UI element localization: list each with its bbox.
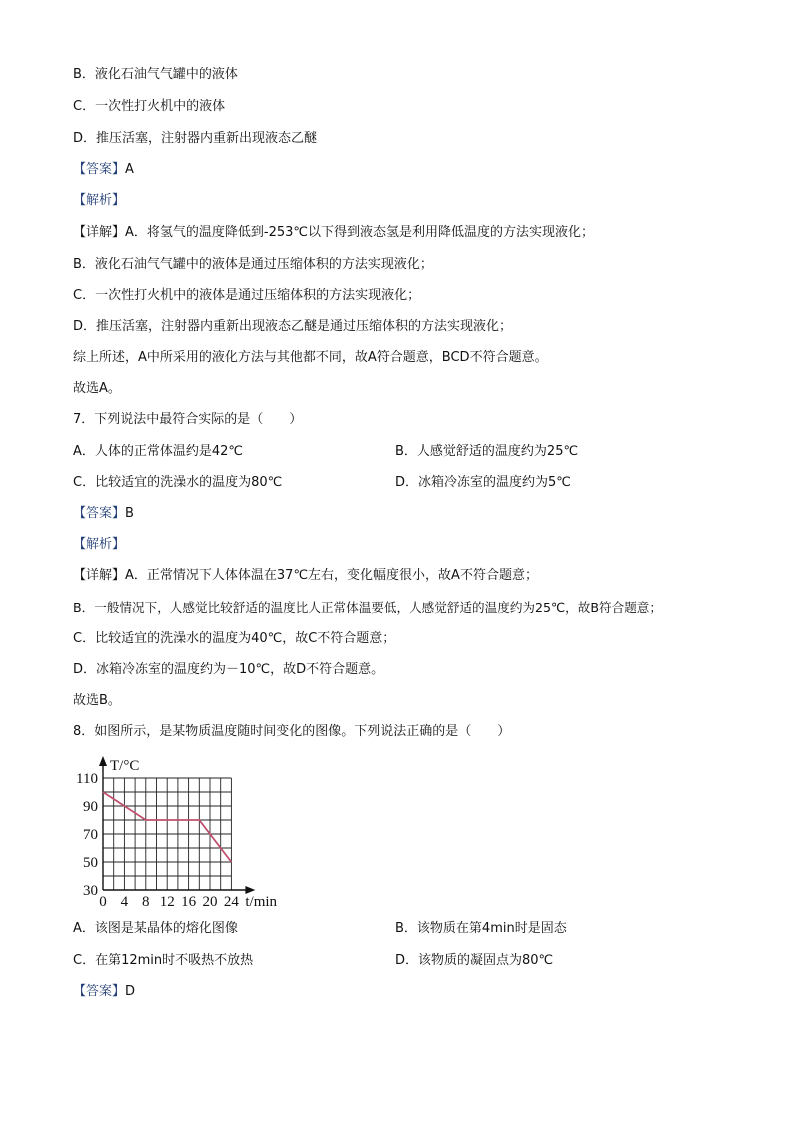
y-tick-label: 50 bbox=[83, 855, 98, 871]
temperature-time-chart bbox=[68, 748, 308, 910]
q8-option-a: A．该图是某晶体的熔化图像 bbox=[73, 921, 238, 936]
q7-detail-line: D．冰箱冷冻室的温度约为－10℃，故D不符合题意。 bbox=[73, 662, 385, 677]
x-tick-label: 24 bbox=[223, 894, 239, 910]
y-axis-label: T/°C bbox=[110, 758, 140, 774]
x-tick-label: 4 bbox=[120, 894, 129, 910]
q8-stem: 8．如图所示，是某物质温度随时间变化的图像。下列说法正确的是（ ） bbox=[73, 724, 511, 739]
q7-option-c: C．比较适宜的洗澡水的温度为80℃ bbox=[73, 475, 283, 490]
x-tick-label: 0 bbox=[99, 894, 107, 910]
x-axis-arrow bbox=[245, 886, 255, 894]
q7-detail-line: B．一般情况下，人感觉比较舒适的温度比人正常体温要低，人感觉舒适的温度约为25℃，故B符合题意； bbox=[73, 600, 662, 615]
q6-detail-line: D．推压活塞，注射器内重新出现液态乙醚是通过压缩体积的方法实现液化； bbox=[73, 319, 513, 334]
x-tick-label: 8 bbox=[142, 894, 150, 910]
answer-value: A bbox=[125, 162, 134, 177]
q7-conclusion: 故选B。 bbox=[73, 693, 121, 708]
q8-option-b: B．该物质在第4min时是固态 bbox=[395, 921, 567, 936]
q7-stem: 7．下列说法中最符合实际的是（ ） bbox=[73, 412, 303, 427]
q6-detail-line: B．液化石油气气罐中的液体是通过压缩体积的方法实现液化； bbox=[73, 257, 433, 272]
answer-label: 【答案】 bbox=[73, 984, 126, 999]
x-tick-label: 16 bbox=[181, 894, 197, 910]
q8-answer bbox=[73, 983, 135, 1001]
q7-detail-line: C．比较适宜的洗澡水的温度为40℃，故C不符合题意； bbox=[73, 631, 396, 646]
q7-option-d: D．冰箱冷冻室的温度约为5℃ bbox=[395, 475, 571, 490]
answer-value: B bbox=[125, 506, 134, 521]
q8-option-c: C．在第12min时不吸热不放热 bbox=[73, 953, 254, 968]
chart-grid bbox=[103, 778, 231, 890]
q7-detail-line: 【详解】A．正常情况下人体体温在37℃左右，变化幅度很小，故A不符合题意； bbox=[73, 568, 538, 583]
y-tick-label: 30 bbox=[83, 883, 98, 899]
y-tick-label: 70 bbox=[83, 827, 98, 843]
q6-option-b: B．液化石油气气罐中的液体 bbox=[73, 67, 238, 82]
q7-analysis-label: 【解析】 bbox=[73, 537, 126, 552]
answer-label: 【答案】 bbox=[73, 162, 126, 177]
q6-conclusion: 故选A。 bbox=[73, 381, 121, 396]
detail-label: 【详解】 bbox=[73, 225, 126, 240]
q6-summary: 综上所述，A中所采用的液化方法与其他都不同，故A符合题意，BCD不符合题意。 bbox=[73, 350, 548, 365]
y-tick-label: 90 bbox=[83, 799, 98, 815]
q6-analysis-label: 【解析】 bbox=[73, 193, 126, 208]
y-axis-arrow bbox=[99, 756, 107, 766]
q7-answer bbox=[73, 505, 134, 523]
q6-detail-line: C．一次性打火机中的液体是通过压缩体积的方法实现液化； bbox=[73, 288, 421, 303]
q7-option-b: B．人感觉舒适的温度约为25℃ bbox=[395, 444, 579, 459]
q6-option-c: C．一次性打火机中的液体 bbox=[73, 99, 226, 114]
q6-option-d: D．推压活塞，注射器内重新出现液态乙醚 bbox=[73, 131, 318, 146]
x-axis-label: t/min bbox=[245, 894, 278, 910]
answer-value: D bbox=[125, 984, 136, 999]
answer-label: 【答案】 bbox=[73, 506, 126, 521]
detail-label: 【详解】 bbox=[73, 568, 126, 583]
q6-detail-line: 【详解】A．将氢气的温度降低到-253℃以下得到液态氢是利用降低温度的方法实现液化； bbox=[73, 225, 595, 240]
q6-answer bbox=[73, 161, 134, 179]
y-tick-label: 110 bbox=[76, 771, 98, 787]
q8-option-d: D．该物质的凝固点为80℃ bbox=[395, 953, 554, 968]
chart-axes bbox=[99, 756, 255, 894]
q7-option-a: A．人体的正常体温约是42℃ bbox=[73, 444, 244, 459]
x-tick-label: 20 bbox=[202, 894, 218, 910]
x-tick-label: 12 bbox=[159, 894, 175, 910]
